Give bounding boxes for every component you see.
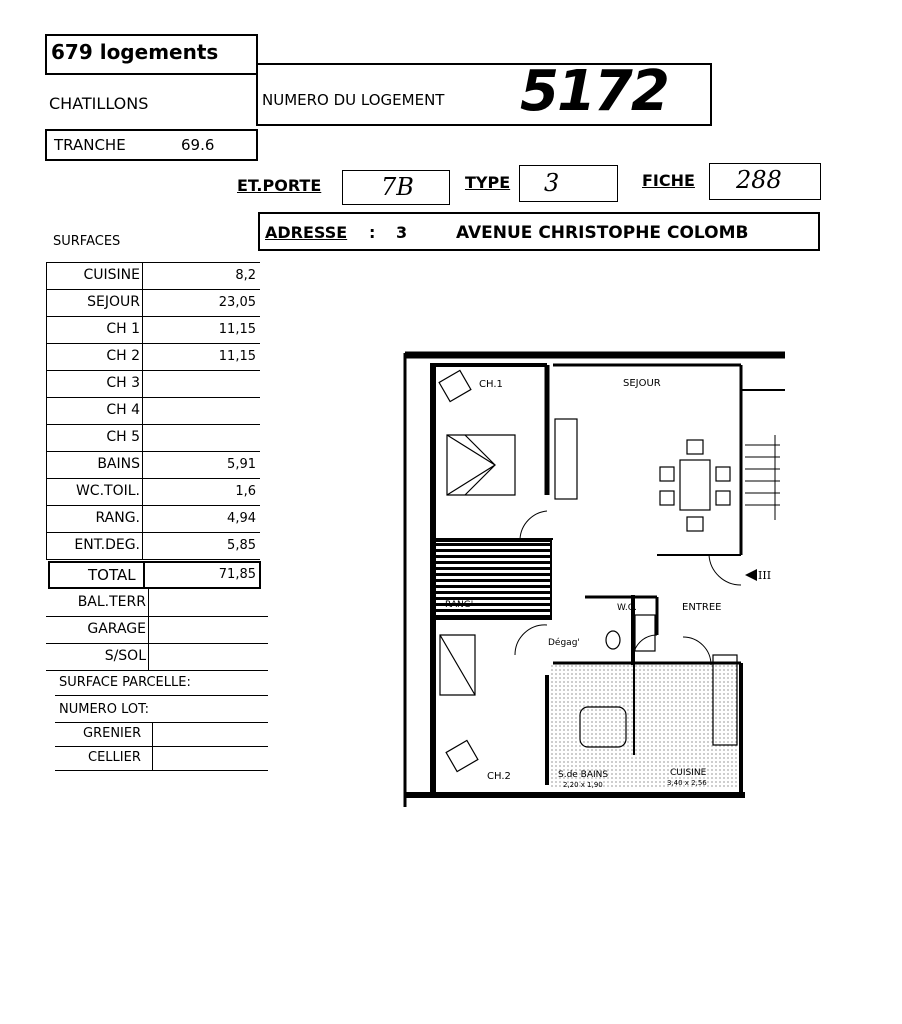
surface-value: 4,94 — [227, 511, 256, 526]
surface-label: WC.TOIL. — [75, 483, 140, 499]
numero-label: NUMERO DU LOGEMENT — [262, 91, 445, 109]
type-box — [519, 165, 618, 202]
rangement-label: RANG' — [445, 600, 474, 610]
surface-label: CH 4 — [106, 402, 140, 418]
lot-row — [55, 698, 268, 723]
etage-value: 7B — [381, 173, 414, 201]
room-sejour: SEJOUR — [623, 378, 661, 389]
surfaces-title: SURFACES — [53, 234, 121, 249]
surface-row-sejour — [46, 289, 260, 317]
surface-label: CH 3 — [106, 375, 140, 391]
fiche-box — [709, 163, 821, 200]
surface-row-entdeg — [46, 532, 260, 560]
surface-row-wc — [46, 478, 260, 506]
etage-box — [342, 170, 450, 205]
cellier-sep — [152, 746, 153, 770]
surface-value: 11,15 — [218, 349, 256, 364]
lot-label: NUMERO LOT: — [59, 702, 149, 717]
commune: CHATILLONS — [49, 94, 149, 113]
room-degag: Dégag' — [548, 638, 580, 648]
surface-value: 5,91 — [227, 457, 256, 472]
room-wc: W.C. — [617, 603, 637, 613]
surface-label: CH 1 — [106, 321, 140, 337]
surface-label: SEJOUR — [87, 294, 140, 310]
numero-box — [256, 59, 712, 126]
surface-value: 1,6 — [235, 484, 256, 499]
surface-value: 8,2 — [235, 268, 256, 283]
adresse-num: 3 — [396, 223, 408, 242]
surface-label: BAINS — [97, 456, 140, 472]
extra-label: S/SOL — [104, 648, 146, 664]
extra-row-balterr — [46, 589, 268, 617]
surface-label: ENT.DEG. — [74, 537, 140, 553]
tranche-value: 69.6 — [181, 136, 215, 154]
tranche-label: TRANCHE — [54, 136, 126, 154]
extra-row-ssol — [46, 643, 268, 671]
cellier-label: CELLIER — [88, 750, 141, 765]
parcelle-label: SURFACE PARCELLE: — [59, 675, 191, 690]
stair-label: III — [758, 569, 772, 582]
surface-row-bains — [46, 451, 260, 479]
total-sep — [143, 563, 145, 587]
fiche-value: 288 — [736, 166, 782, 194]
cellier-row — [55, 746, 268, 771]
adresse-label: ADRESSE — [265, 223, 348, 242]
grenier-row — [55, 722, 268, 747]
surface-row-rang — [46, 505, 260, 533]
surface-label: CH 2 — [106, 348, 140, 364]
surface-value: 23,05 — [218, 295, 256, 310]
type-value: 3 — [544, 169, 560, 197]
numero-value: 5172 — [520, 59, 668, 124]
surface-row-ch3 — [46, 370, 260, 398]
room-bains: S.de BAINS — [558, 770, 609, 780]
grenier-sep — [152, 722, 153, 746]
adresse-value: AVENUE CHRISTOPHE COLOMB — [456, 223, 749, 243]
extra-label: BAL.TERR — [77, 594, 146, 610]
extra-row-garage — [46, 616, 268, 644]
fiche-label: FICHE — [642, 171, 695, 190]
surface-label: CUISINE — [83, 267, 140, 283]
surface-row-ch2 — [46, 343, 260, 371]
logements-count: 679 logements — [51, 40, 219, 64]
total-label: TOTAL — [88, 566, 136, 584]
surface-row-ch4 — [46, 397, 260, 425]
surface-row-ch1 — [46, 316, 260, 344]
surface-row-cuisine — [46, 262, 260, 290]
adresse-colon: : — [369, 223, 376, 242]
adresse-box — [258, 212, 820, 251]
total-value: 71,85 — [218, 567, 256, 582]
surface-value: 11,15 — [218, 322, 256, 337]
parcelle-row — [55, 671, 268, 696]
surface-row-ch5 — [46, 424, 260, 452]
tranche-box — [45, 129, 258, 161]
logements-box — [45, 34, 258, 75]
grenier-label: GRENIER — [83, 726, 142, 741]
etage-label: ET.PORTE — [237, 176, 322, 195]
surface-value: 5,85 — [227, 538, 256, 553]
surface-label: CH 5 — [106, 429, 140, 445]
room-bains-dim: 2,20 x 1,90 — [563, 781, 603, 789]
room-cuisine-dim: 3,40 x 2,56 — [667, 779, 707, 787]
room-ch2: CH.2 — [487, 771, 511, 782]
room-entree: ENTREE — [682, 602, 722, 613]
room-ch1: CH.1 — [479, 379, 503, 390]
total-row — [48, 561, 261, 589]
extra-label: GARAGE — [87, 621, 146, 637]
entrance-arrow-icon — [745, 569, 757, 581]
stair-icon — [745, 435, 780, 520]
room-cuisine: CUISINE — [670, 768, 707, 778]
surface-label: RANG. — [95, 510, 140, 526]
floor-plan — [395, 345, 790, 815]
type-label: TYPE — [465, 173, 511, 192]
